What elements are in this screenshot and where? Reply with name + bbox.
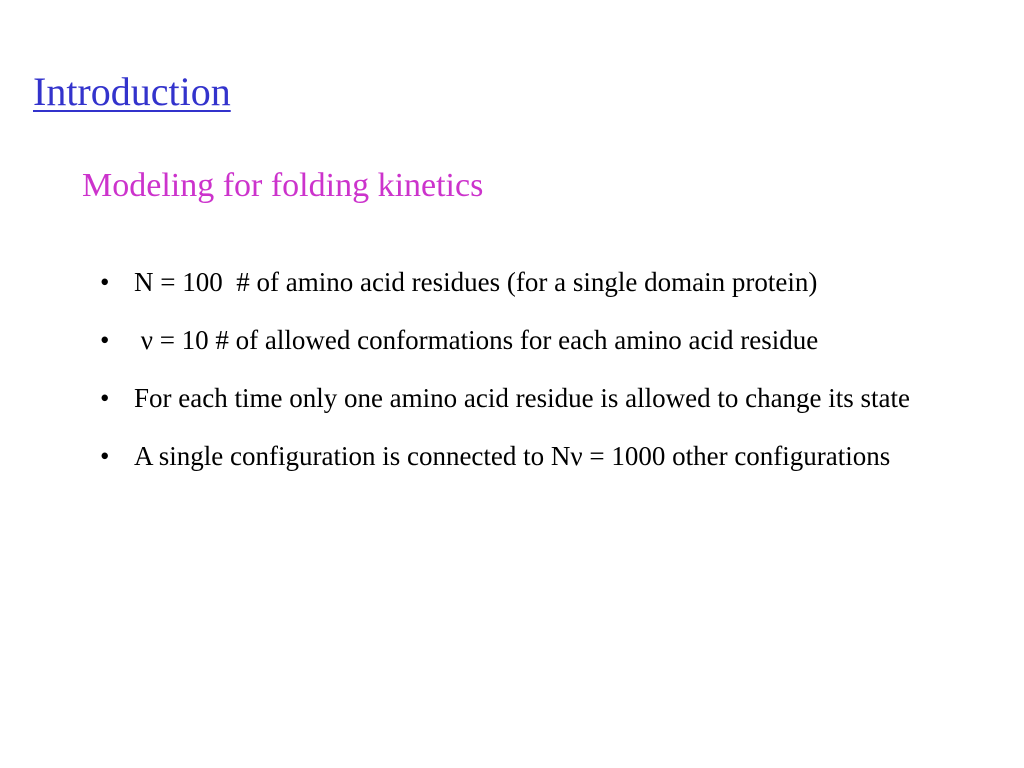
bullet-icon: • — [100, 325, 110, 355]
bullet-list — [0, 258, 1024, 490]
bullet-text: N = 100 # of amino acid residues (for a single domain protein) — [134, 267, 818, 297]
slide-title: Introduction — [33, 69, 231, 114]
bullet-icon: • — [100, 441, 110, 471]
bullet-item — [0, 374, 1024, 422]
bullet-item — [0, 258, 1024, 306]
slide-subtitle: Modeling for folding kinetics — [82, 167, 484, 204]
bullet-icon: • — [100, 267, 110, 297]
bullet-text: For each time only one amino acid residue is allowed to change its state — [134, 383, 911, 413]
bullet-text: ν = 10 # of allowed conformations for each amino acid residue — [134, 325, 819, 355]
bullet-item — [0, 432, 1024, 480]
bullet-icon: • — [100, 383, 110, 413]
bullet-text: A single configuration is connected to Nν = 1000 other configurations — [134, 441, 891, 471]
bullet-item — [0, 316, 1024, 364]
